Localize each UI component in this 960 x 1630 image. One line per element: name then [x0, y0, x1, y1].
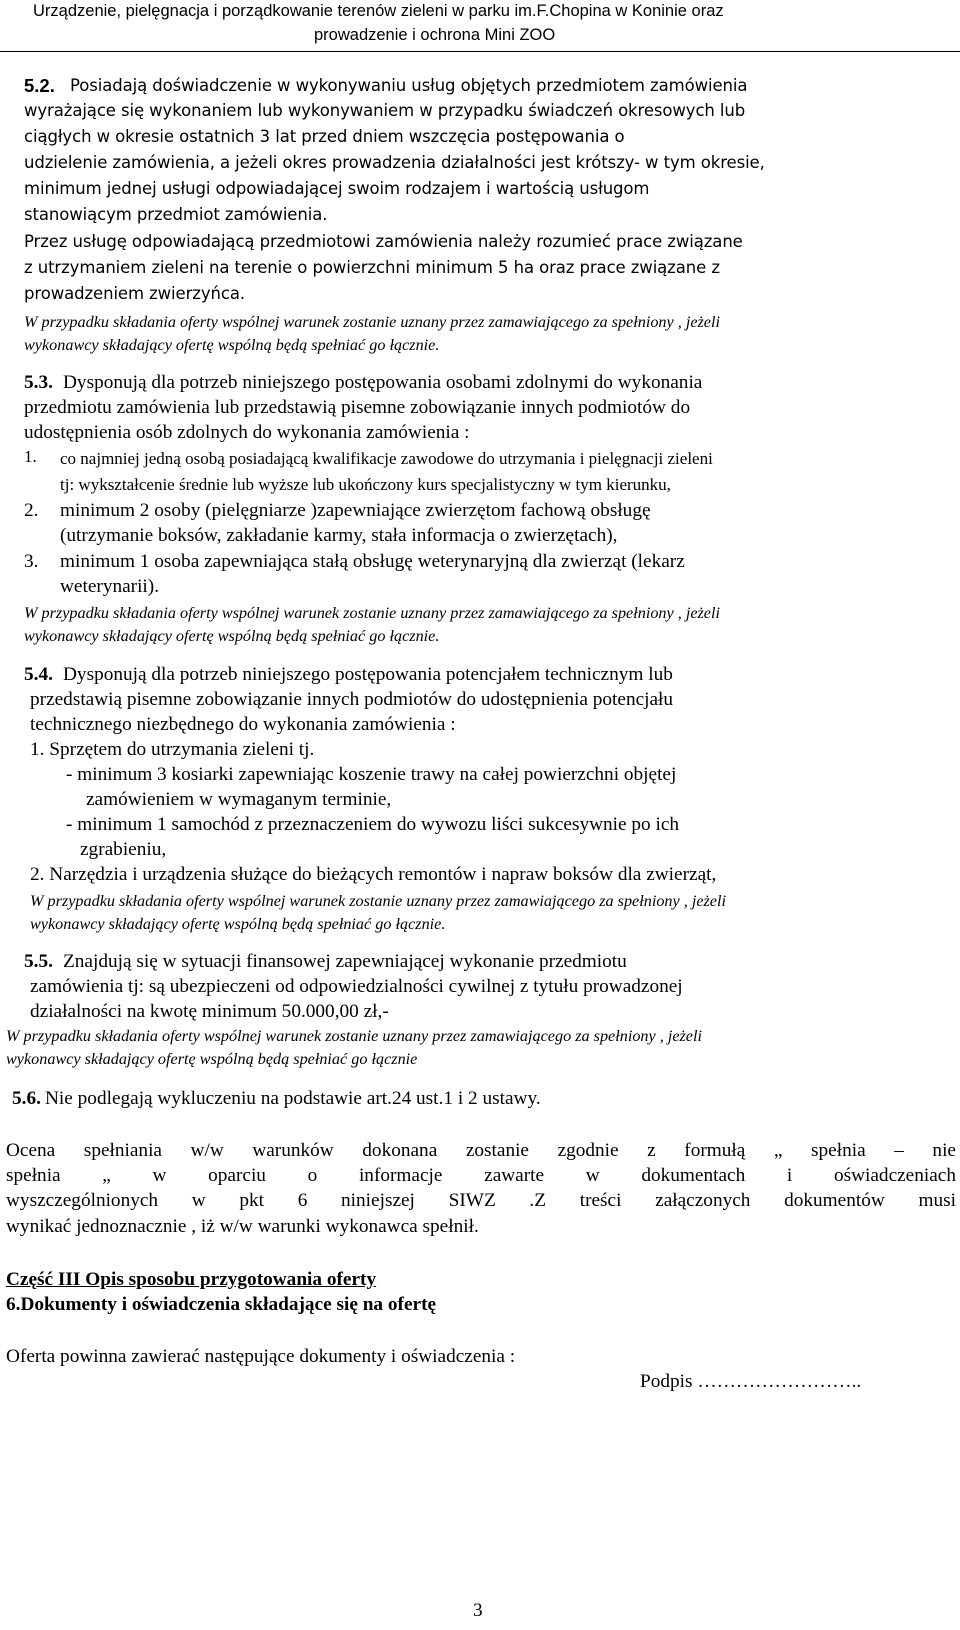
s55-line-2: zamówienia tj: są ubezpieczeni od odpowiedzialności cywilnej z tytułu prowadzonej	[30, 976, 683, 997]
s54-dash-1-line-1: - minimum 3 kosiarki zapewniając koszenie trawy na całej powierzchni objętej	[66, 764, 677, 785]
s52-joint-offer-note-2: wykonawcy składający ofertę wspólną będą spełniać go łącznie.	[24, 336, 440, 354]
document-header-line2: prowadzenie i ochrona Mini ZOO	[314, 26, 556, 44]
s52-line-1: Posiadają doświadczenie w wykonywaniu usług objętych przedmiotem zamówienia	[70, 76, 748, 95]
s53-item-2-number: 2.	[24, 500, 39, 521]
page-number: 3	[473, 1600, 483, 1621]
signature-line: Podpis ……………………..	[640, 1371, 862, 1392]
header-divider	[0, 51, 960, 52]
document-header-line1: Urządzenie, pielęgnacja i porządkowanie terenów zieleni w parku im.F.Chopina w Koninie oraz	[33, 2, 724, 20]
section-5-5-number: 5.5.	[24, 951, 53, 972]
s53-line-3: udostępnienia osób zdolnych do wykonania zamówienia :	[24, 422, 470, 443]
s55-line-3: działalności na kwotę minimum 50.000,00 zł,-	[30, 1001, 389, 1022]
s54-dash-1-line-2: zamówieniem w wymaganym terminie,	[86, 789, 392, 810]
section-5-4-number: 5.4.	[24, 664, 53, 685]
s54-joint-offer-note-2: wykonawcy składający ofertę wspólną będą spełniać go łącznie.	[30, 915, 446, 933]
s53-line-2: przedmiotu zamówienia lub przedstawią pisemne zobowiązanie innych podmiotów do	[24, 397, 691, 418]
s52-line-5: minimum jednej usługi odpowiadającej swoim rodzajem i wartością usługom	[24, 179, 650, 198]
s54-joint-offer-note-1: W przypadku składania oferty wspólnej warunek zostanie uznany przez zamawiającego za spełniony , jeżeli	[30, 892, 726, 910]
s53-item-1-line-1: co najmniej jedną osobą posiadającą kwalifikacje zawodowe do utrzymania i pielęgnacji zieleni	[60, 449, 713, 468]
s52-joint-offer-note-1: W przypadku składania oferty wspólnej warunek zostanie uznany przez zamawiającego za spełniony , jeżeli	[24, 313, 720, 331]
s54-dash-2-line-1: - minimum 1 samochód z przeznaczeniem do wywozu liści sukcesywnie po ich	[66, 814, 680, 835]
s52-line-8: z utrzymaniem zieleni na terenie o powierzchni minimum 5 ha oraz prace związane z	[24, 258, 720, 277]
s53-item-3-line-2: weterynarii).	[60, 576, 160, 597]
s54-dash-2-line-2: zgrabieniu,	[80, 839, 167, 860]
s55-joint-offer-note-1: W przypadku składania oferty wspólnej warunek zostanie uznany przez zamawiającego za spełniony , jeżeli	[6, 1027, 702, 1045]
s53-item-3-number: 3.	[24, 551, 39, 572]
s53-line-1: Dysponują dla potrzeb niniejszego postępowania osobami zdolnymi do wykonania	[63, 372, 703, 393]
section-5-6-number: 5.6.	[12, 1088, 41, 1109]
s54-line-1: Dysponują dla potrzeb niniejszego postępowania potencjałem technicznym lub	[63, 664, 673, 685]
ocena-line-3: wyszczególnionych w pkt 6 niniejszej SIWZ .Z treści załączonych dokumentów musi	[6, 1190, 956, 1211]
s54-item-1: 1. Sprzętem do utrzymania zieleni tj.	[30, 739, 315, 760]
s56-text: Nie podlegają wykluczeniu na podstawie art.24 ust.1 i 2 ustawy.	[45, 1088, 541, 1109]
oferta-intro: Oferta powinna zawierać następujące dokumenty i oświadczenia :	[6, 1346, 516, 1367]
ocena-line-4: wynikać jednoznacznie , iż w/w warunki wykonawca spełnił.	[6, 1216, 479, 1237]
s53-joint-offer-note-1: W przypadku składania oferty wspólnej warunek zostanie uznany przez zamawiającego za spełniony , jeżeli	[24, 604, 720, 622]
s52-line-7: Przez usługę odpowiadającą przedmiotowi zamówienia należy rozumieć prace związane	[24, 232, 743, 251]
ocena-line-2: spełnia „ w oparciu o informacje zawarte w dokumentach i oświadczeniach	[6, 1165, 956, 1186]
s53-item-2-line-2: (utrzymanie boksów, zakładanie karmy, stała informacja o zwierzętach),	[60, 525, 618, 546]
s53-item-2-line-1: minimum 2 osoby (pielęgniarze )zapewniające zwierzętom fachową obsługę	[60, 500, 651, 521]
s53-item-1-number: 1.	[24, 447, 37, 466]
s55-joint-offer-note-2: wykonawcy składający ofertę wspólną będą spełniać go łącznie	[6, 1050, 418, 1068]
s54-item-2: 2. Narzędzia i urządzenia służące do bieżących remontów i napraw boksów dla zwierząt,	[30, 864, 717, 885]
s52-line-6: stanowiącym przedmiot zamówienia.	[24, 205, 328, 224]
s53-item-3-line-1: minimum 1 osoba zapewniająca stałą obsługę weterynaryjną dla zwierząt (lekarz	[60, 551, 685, 572]
s53-joint-offer-note-2: wykonawcy składający ofertę wspólną będą spełniać go łącznie.	[24, 627, 440, 645]
s52-line-3: ciągłych w okresie ostatnich 3 lat przed dniem wszczęcia postępowania o	[24, 127, 625, 146]
s52-line-9: prowadzeniem zwierzyńca.	[24, 284, 245, 303]
section-5-3-number: 5.3.	[24, 372, 53, 393]
s53-item-1-line-2: tj: wykształcenie średnie lub wyższe lub ukończony kurs specjalistyczny w tym kierunku,	[60, 475, 671, 494]
s54-line-3: technicznego niezbędnego do wykonania zamówienia :	[30, 714, 456, 735]
section-5-2-number: 5.2.	[24, 75, 55, 96]
section-6-heading: 6.Dokumenty i oświadczenia składające się na ofertę	[6, 1294, 437, 1315]
s55-line-1: Znajdują się w sytuacji finansowej zapewniającej wykonanie przedmiotu	[63, 951, 627, 972]
s52-line-4: udzielenie zamówienia, a jeżeli okres prowadzenia działalności jest krótszy- w tym okresie,	[24, 153, 765, 172]
s54-line-2: przedstawią pisemne zobowiązanie innych podmiotów do udostępnienia potencjału	[30, 689, 674, 710]
ocena-line-1: Ocena spełniania w/w warunków dokonana zostanie zgodnie z formułą „ spełnia – nie	[6, 1140, 956, 1161]
s52-line-2: wyrażające się wykonaniem lub wykonywaniem w przypadku świadczeń okresowych lub	[24, 101, 746, 120]
part-3-heading: Część III Opis sposobu przygotowania oferty	[6, 1269, 377, 1290]
